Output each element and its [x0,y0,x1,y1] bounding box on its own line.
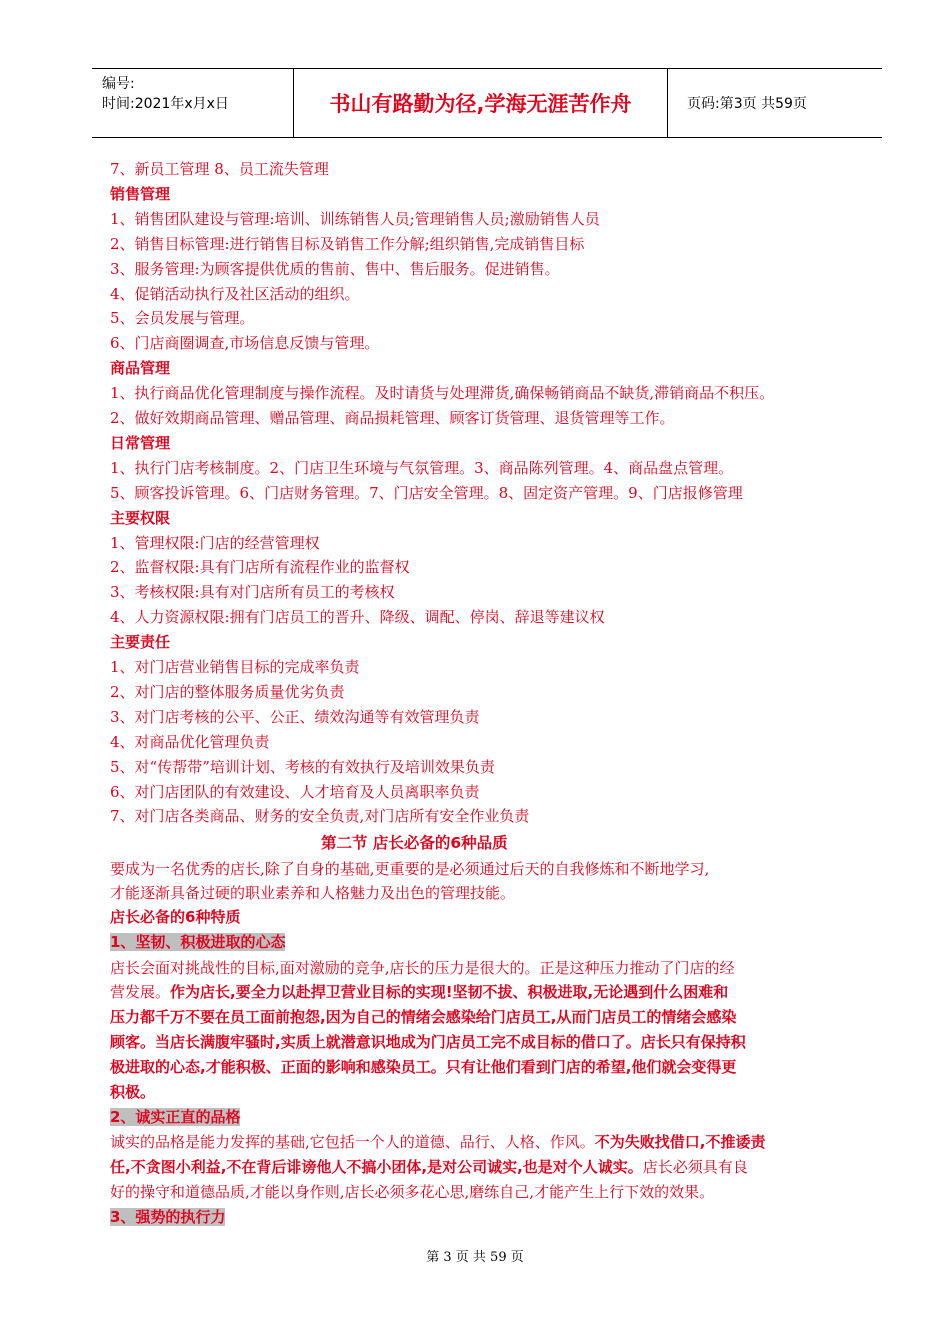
list-item: 3、服务管理:为顾客提供优质的售前、售中、售后服务。促进销售。 [110,260,560,278]
trait-1-line: 积极。 [110,1083,156,1101]
page-header [92,68,882,138]
section-heading: 销售管理 [110,185,171,203]
list-item: 1、对门店营业销售目标的完成率负责 [110,658,360,676]
list-item: 4、人力资源权限:拥有门店员工的晋升、降级、调配、停岗、辞退等建议权 [110,608,605,626]
list-item: 2、销售目标管理:进行销售目标及销售工作分解;组织销售,完成销售目标 [110,235,585,253]
section-heading: 日常管理 [110,434,171,452]
list-item: 1、管理权限:门店的经营管理权 [110,534,320,552]
trait-1-line: 极进取的心态,才能积极、正面的影响和感染员工。只有让他们看到门店的希望,他们就会变得更 [110,1058,737,1076]
section-heading: 商品管理 [110,359,171,377]
list-item: 5、顾客投诉管理。6、门店财务管理。7、门店安全管理。8、固定资产管理。9、门店报修管理 [110,484,743,502]
list-item: 1、执行商品优化管理制度与操作流程。及时请货与处理滞货,确保畅销商品不缺货,滞销商品不积压。 [110,384,775,402]
header-page-number: 页码:第3页 共59页 [687,96,807,112]
trait-2-line: 任,不贪图小利益,不在背后诽谤他人不搞小团体,是对公司诚实,也是对个人诚实。店长必须具有良 [110,1158,748,1176]
intro-line-2: 才能逐渐具备过硬的职业素养和人格魅力及出色的管理技能。 [110,884,516,902]
section-title: 第二节 店长必备的6种品质 [321,834,508,852]
header-meta [92,69,293,137]
trait-1-heading: 1、坚韧、积极进取的心态 [110,933,286,951]
list-item: 2、做好效期商品管理、赠品管理、商品损耗管理、顾客订货管理、退货管理等工作。 [110,409,675,427]
list-item: 2、监督权限:具有门店所有流程作业的监督权 [110,558,410,576]
list-item: 6、门店商圈调查,市场信息反馈与管理。 [110,334,380,352]
list-item: 1、销售团队建设与管理:培训、训练销售人员;管理销售人员;激励销售人员 [110,210,600,228]
document-time-label: 时间:2021年x月x日 [102,96,229,112]
document-number-label: 编号: [102,76,135,92]
section-heading: 主要权限 [110,509,171,527]
list-item: 3、考核权限:具有对门店所有员工的考核权 [110,583,395,601]
list-item: 7、对门店各类商品、财务的安全负责,对门店所有安全作业负责 [110,807,530,825]
trait-3-heading: 3、强势的执行力 [110,1208,226,1226]
list-item: 4、对商品优化管理负责 [110,733,270,751]
trait-2-heading: 2、诚实正直的品格 [110,1108,241,1126]
header-motto: 书山有路勤为径,学海无涯苦作舟 [293,69,668,137]
list-item: 5、会员发展与管理。 [110,309,255,327]
traits-heading: 店长必备的6种特质 [110,908,241,926]
list-item: 2、对门店的整体服务质量优劣负责 [110,683,345,701]
trait-1-line: 营发展。作为店长,要全力以赴捍卫营业目标的实现!坚韧不拔、积极进取,无论遇到什么困难和 [110,983,729,1001]
trait-2-line: 诚实的品格是能力发挥的基础,它包括一个人的道德、品行、人格、作风。不为失败找借口,不推诿责 [110,1133,766,1151]
list-item: 7、新员工管理 8、员工流失管理 [110,160,329,178]
page-footer: 第 3 页 共 59 页 [426,1250,524,1265]
intro-line-1: 要成为一名优秀的店长,除了自身的基础,更重要的是必须通过后天的自我修炼和不断地学习, [110,860,710,878]
trait-1-line: 店长会面对挑战性的目标,面对激励的竞争,店长的压力是很大的。正是这种压力推动了门店的经 [110,959,735,977]
trait-2-line: 好的操守和道德品质,才能以身作则,店长必须多花心思,磨练自己,才能产生上行下效的效果。 [110,1183,715,1201]
section-heading: 主要责任 [110,633,171,651]
list-item: 6、对门店团队的有效建设、人才培育及人员离职率负责 [110,783,480,801]
list-item: 4、促销活动执行及社区活动的组织。 [110,285,360,303]
trait-1-line: 顾客。当店长满腹牢骚时,实质上就潜意识地成为门店员工完不成目标的借口了。店长只有保持积 [110,1033,746,1051]
list-item: 5、对“传帮带”培训计划、考核的有效执行及培训效果负责 [110,758,495,776]
trait-1-line: 压力都千万不要在员工面前抱怨,因为自己的情绪会感染给门店员工,从而门店员工的情绪会感染 [110,1008,737,1026]
list-item: 1、执行门店考核制度。2、门店卫生环境与气氛管理。3、商品陈列管理。4、商品盘点管理。 [110,459,734,477]
list-item: 3、对门店考核的公平、公正、绩效沟通等有效管理负责 [110,708,480,726]
